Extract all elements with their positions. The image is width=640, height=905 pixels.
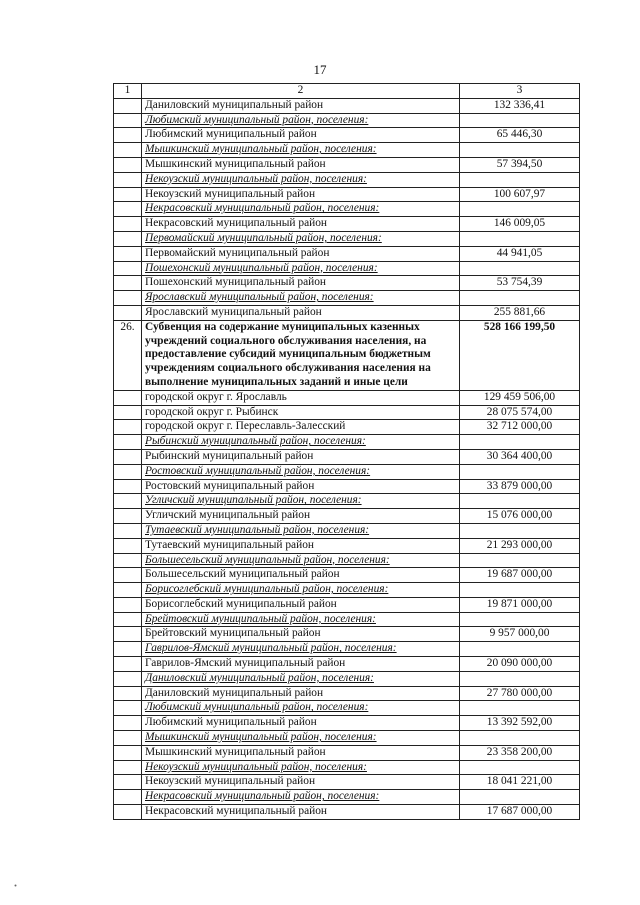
table-row — [114, 449, 580, 464]
block-26 — [114, 320, 580, 819]
amount-cell: 19 687 000,00 — [460, 568, 580, 583]
settlement-group-label: Мышкинский муниципальный район, поселения: — [142, 731, 460, 746]
number-cell — [114, 671, 142, 686]
settlement-group-row — [114, 760, 580, 775]
amount-cell: 32 712 000,00 — [460, 420, 580, 435]
settlement-group-label: Любимский муниципальный район, поселения: — [142, 113, 460, 128]
recipient-name: Ярославский муниципальный район — [142, 305, 460, 320]
number-cell — [114, 305, 142, 320]
number-cell — [114, 449, 142, 464]
number-cell — [114, 98, 142, 113]
settlement-group-row — [114, 731, 580, 746]
amount-cell — [460, 612, 580, 627]
amount-cell: 27 780 000,00 — [460, 686, 580, 701]
settlement-group-label: Ростовский муниципальный район, поселения: — [142, 464, 460, 479]
table-row — [114, 128, 580, 143]
settlement-group-label: Первомайский муниципальный район, поселения: — [142, 231, 460, 246]
amount-cell — [460, 464, 580, 479]
settlement-group-label: Борисоглебский муниципальный район, поселения: — [142, 583, 460, 598]
amount-cell: 21 293 000,00 — [460, 538, 580, 553]
amount-cell: 9 957 000,00 — [460, 627, 580, 642]
scan-speck — [14, 884, 17, 887]
amount-cell — [460, 231, 580, 246]
number-cell — [114, 128, 142, 143]
table-row — [114, 246, 580, 261]
number-cell — [114, 790, 142, 805]
number-cell — [114, 143, 142, 158]
settlement-group-row — [114, 583, 580, 598]
item-26-title-row — [114, 320, 580, 390]
number-cell — [114, 538, 142, 553]
table-row — [114, 568, 580, 583]
recipient-name: Любимский муниципальный район — [142, 716, 460, 731]
settlement-group-row — [114, 701, 580, 716]
table-row — [114, 775, 580, 790]
table-row — [114, 405, 580, 420]
amount-cell: 44 941,05 — [460, 246, 580, 261]
number-cell — [114, 246, 142, 261]
table-row — [114, 157, 580, 172]
settlement-group-row — [114, 494, 580, 509]
number-cell — [114, 775, 142, 790]
settlement-group-row — [114, 523, 580, 538]
settlement-group-label: Некрасовский муниципальный район, поселения: — [142, 790, 460, 805]
amount-cell: 129 459 506,00 — [460, 390, 580, 405]
number-cell — [114, 553, 142, 568]
table-row — [114, 420, 580, 435]
number-cell — [114, 420, 142, 435]
number-cell — [114, 291, 142, 306]
amount-cell — [460, 790, 580, 805]
amount-cell: 33 879 000,00 — [460, 479, 580, 494]
number-cell — [114, 745, 142, 760]
settlement-group-label: Ярославский муниципальный район, поселения: — [142, 291, 460, 306]
number-cell — [114, 716, 142, 731]
recipient-name: Тутаевский муниципальный район — [142, 538, 460, 553]
number-cell — [114, 642, 142, 657]
header-col-1: 1 — [114, 84, 142, 99]
amount-cell: 23 358 200,00 — [460, 745, 580, 760]
table-row — [114, 305, 580, 320]
item-total: 528 166 199,50 — [460, 320, 580, 390]
table-row — [114, 479, 580, 494]
settlement-group-row — [114, 671, 580, 686]
settlement-group-label: Брейтовский муниципальный район, поселения: — [142, 612, 460, 627]
settlement-group-label: Некоузский муниципальный район, поселения: — [142, 172, 460, 187]
settlement-group-label: Тутаевский муниципальный район, поселения: — [142, 523, 460, 538]
number-cell — [114, 405, 142, 420]
table-row — [114, 187, 580, 202]
number-cell — [114, 464, 142, 479]
amount-cell — [460, 261, 580, 276]
amount-cell: 100 607,97 — [460, 187, 580, 202]
number-cell — [114, 568, 142, 583]
settlement-group-label: Пошехонский муниципальный район, поселения: — [142, 261, 460, 276]
amount-cell — [460, 113, 580, 128]
subvention-table — [113, 83, 580, 820]
settlement-group-row — [114, 642, 580, 657]
amount-cell — [460, 172, 580, 187]
amount-cell: 30 364 400,00 — [460, 449, 580, 464]
number-cell — [114, 686, 142, 701]
number-cell — [114, 172, 142, 187]
amount-cell: 18 041 221,00 — [460, 775, 580, 790]
settlement-group-row — [114, 261, 580, 276]
number-cell — [114, 597, 142, 612]
recipient-name: Некрасовский муниципальный район — [142, 805, 460, 820]
recipient-name: городской округ г. Рыбинск — [142, 405, 460, 420]
recipient-name: Некоузский муниципальный район — [142, 775, 460, 790]
number-cell — [114, 612, 142, 627]
number-cell — [114, 231, 142, 246]
amount-cell: 19 871 000,00 — [460, 597, 580, 612]
number-cell — [114, 760, 142, 775]
settlement-group-row — [114, 231, 580, 246]
amount-cell: 15 076 000,00 — [460, 509, 580, 524]
amount-cell: 53 754,39 — [460, 276, 580, 291]
number-cell — [114, 731, 142, 746]
recipient-name: Борисоглебский муниципальный район — [142, 597, 460, 612]
recipient-name: Пошехонский муниципальный район — [142, 276, 460, 291]
recipient-name: Мышкинский муниципальный район — [142, 745, 460, 760]
recipient-name: Угличский муниципальный район — [142, 509, 460, 524]
table-row — [114, 390, 580, 405]
recipient-name: городской округ г. Ярославль — [142, 390, 460, 405]
table-row — [114, 98, 580, 113]
recipient-name: Некоузский муниципальный район — [142, 187, 460, 202]
settlement-group-row — [114, 172, 580, 187]
amount-cell — [460, 291, 580, 306]
settlement-group-row — [114, 464, 580, 479]
recipient-name: Брейтовский муниципальный район — [142, 627, 460, 642]
recipient-name: Рыбинский муниципальный район — [142, 449, 460, 464]
amount-cell — [460, 671, 580, 686]
recipient-name: Гаврилов-Ямский муниципальный район — [142, 657, 460, 672]
number-cell — [114, 657, 142, 672]
settlement-group-row — [114, 291, 580, 306]
number-cell — [114, 113, 142, 128]
settlement-group-label: Большесельский муниципальный район, поселения: — [142, 553, 460, 568]
amount-cell — [460, 143, 580, 158]
number-cell — [114, 627, 142, 642]
settlement-group-label: Любимский муниципальный район, поселения: — [142, 701, 460, 716]
recipient-name: Даниловский муниципальный район — [142, 98, 460, 113]
amount-cell — [460, 553, 580, 568]
header-col-2: 2 — [142, 84, 460, 99]
amount-cell — [460, 202, 580, 217]
table-row — [114, 657, 580, 672]
amount-cell — [460, 731, 580, 746]
settlement-group-label: Некрасовский муниципальный район, поселения: — [142, 202, 460, 217]
amount-cell: 20 090 000,00 — [460, 657, 580, 672]
number-cell — [114, 390, 142, 405]
number-cell — [114, 217, 142, 232]
number-cell — [114, 187, 142, 202]
header-col-3: 3 — [460, 84, 580, 99]
number-cell — [114, 509, 142, 524]
table-row — [114, 745, 580, 760]
block-25-continuation — [114, 98, 580, 320]
settlement-group-label: Даниловский муниципальный район, поселения: — [142, 671, 460, 686]
settlement-group-row — [114, 202, 580, 217]
settlement-group-label: Гаврилов-Ямский муниципальный район, поселения: — [142, 642, 460, 657]
table-row — [114, 805, 580, 820]
item-title: Субвенция на содержание муниципальных казенных учреждений социального обслуживания населения, на предоставление субсидий муниципальным бюджетным учреждениям социального обслуживания населения на выполнение муниципальных заданий и иные цели — [142, 320, 460, 390]
table-row — [114, 538, 580, 553]
table-row — [114, 509, 580, 524]
number-cell — [114, 701, 142, 716]
amount-cell — [460, 494, 580, 509]
settlement-group-row — [114, 113, 580, 128]
settlement-group-row — [114, 553, 580, 568]
amount-cell: 17 687 000,00 — [460, 805, 580, 820]
table-header — [114, 84, 580, 99]
amount-cell — [460, 523, 580, 538]
table-row — [114, 716, 580, 731]
number-cell — [114, 202, 142, 217]
amount-cell — [460, 701, 580, 716]
number-cell — [114, 276, 142, 291]
settlement-group-label: Рыбинский муниципальный район, поселения: — [142, 435, 460, 450]
page-number: 17 — [313, 62, 327, 77]
table-row — [114, 217, 580, 232]
number-cell — [114, 157, 142, 172]
settlement-group-label: Некоузский муниципальный район, поселения: — [142, 760, 460, 775]
recipient-name: Большесельский муниципальный район — [142, 568, 460, 583]
recipient-name: Даниловский муниципальный район — [142, 686, 460, 701]
settlement-group-row — [114, 612, 580, 627]
number-cell — [114, 583, 142, 598]
number-cell — [114, 523, 142, 538]
settlement-group-label: Угличский муниципальный район, поселения: — [142, 494, 460, 509]
recipient-name: Ростовский муниципальный район — [142, 479, 460, 494]
amount-cell — [460, 760, 580, 775]
amount-cell: 146 009,05 — [460, 217, 580, 232]
recipient-name: Любимский муниципальный район — [142, 128, 460, 143]
amount-cell: 132 336,41 — [460, 98, 580, 113]
amount-cell — [460, 642, 580, 657]
amount-cell — [460, 435, 580, 450]
settlement-group-label: Мышкинский муниципальный район, поселения: — [142, 143, 460, 158]
item-number: 26. — [114, 320, 142, 390]
number-cell — [114, 805, 142, 820]
amount-cell: 57 394,50 — [460, 157, 580, 172]
number-cell — [114, 494, 142, 509]
number-cell — [114, 479, 142, 494]
settlement-group-row — [114, 435, 580, 450]
table-row — [114, 276, 580, 291]
amount-cell: 255 881,66 — [460, 305, 580, 320]
recipient-name: Первомайский муниципальный район — [142, 246, 460, 261]
table-row — [114, 686, 580, 701]
settlement-group-row — [114, 143, 580, 158]
recipient-name: Некрасовский муниципальный район — [142, 217, 460, 232]
amount-cell: 65 446,30 — [460, 128, 580, 143]
table-row — [114, 627, 580, 642]
number-cell — [114, 261, 142, 276]
settlement-group-row — [114, 790, 580, 805]
recipient-name: городской округ г. Переславль-Залесский — [142, 420, 460, 435]
number-cell — [114, 435, 142, 450]
amount-cell: 28 075 574,00 — [460, 405, 580, 420]
amount-cell — [460, 583, 580, 598]
amount-cell: 13 392 592,00 — [460, 716, 580, 731]
recipient-name: Мышкинский муниципальный район — [142, 157, 460, 172]
table-row — [114, 597, 580, 612]
